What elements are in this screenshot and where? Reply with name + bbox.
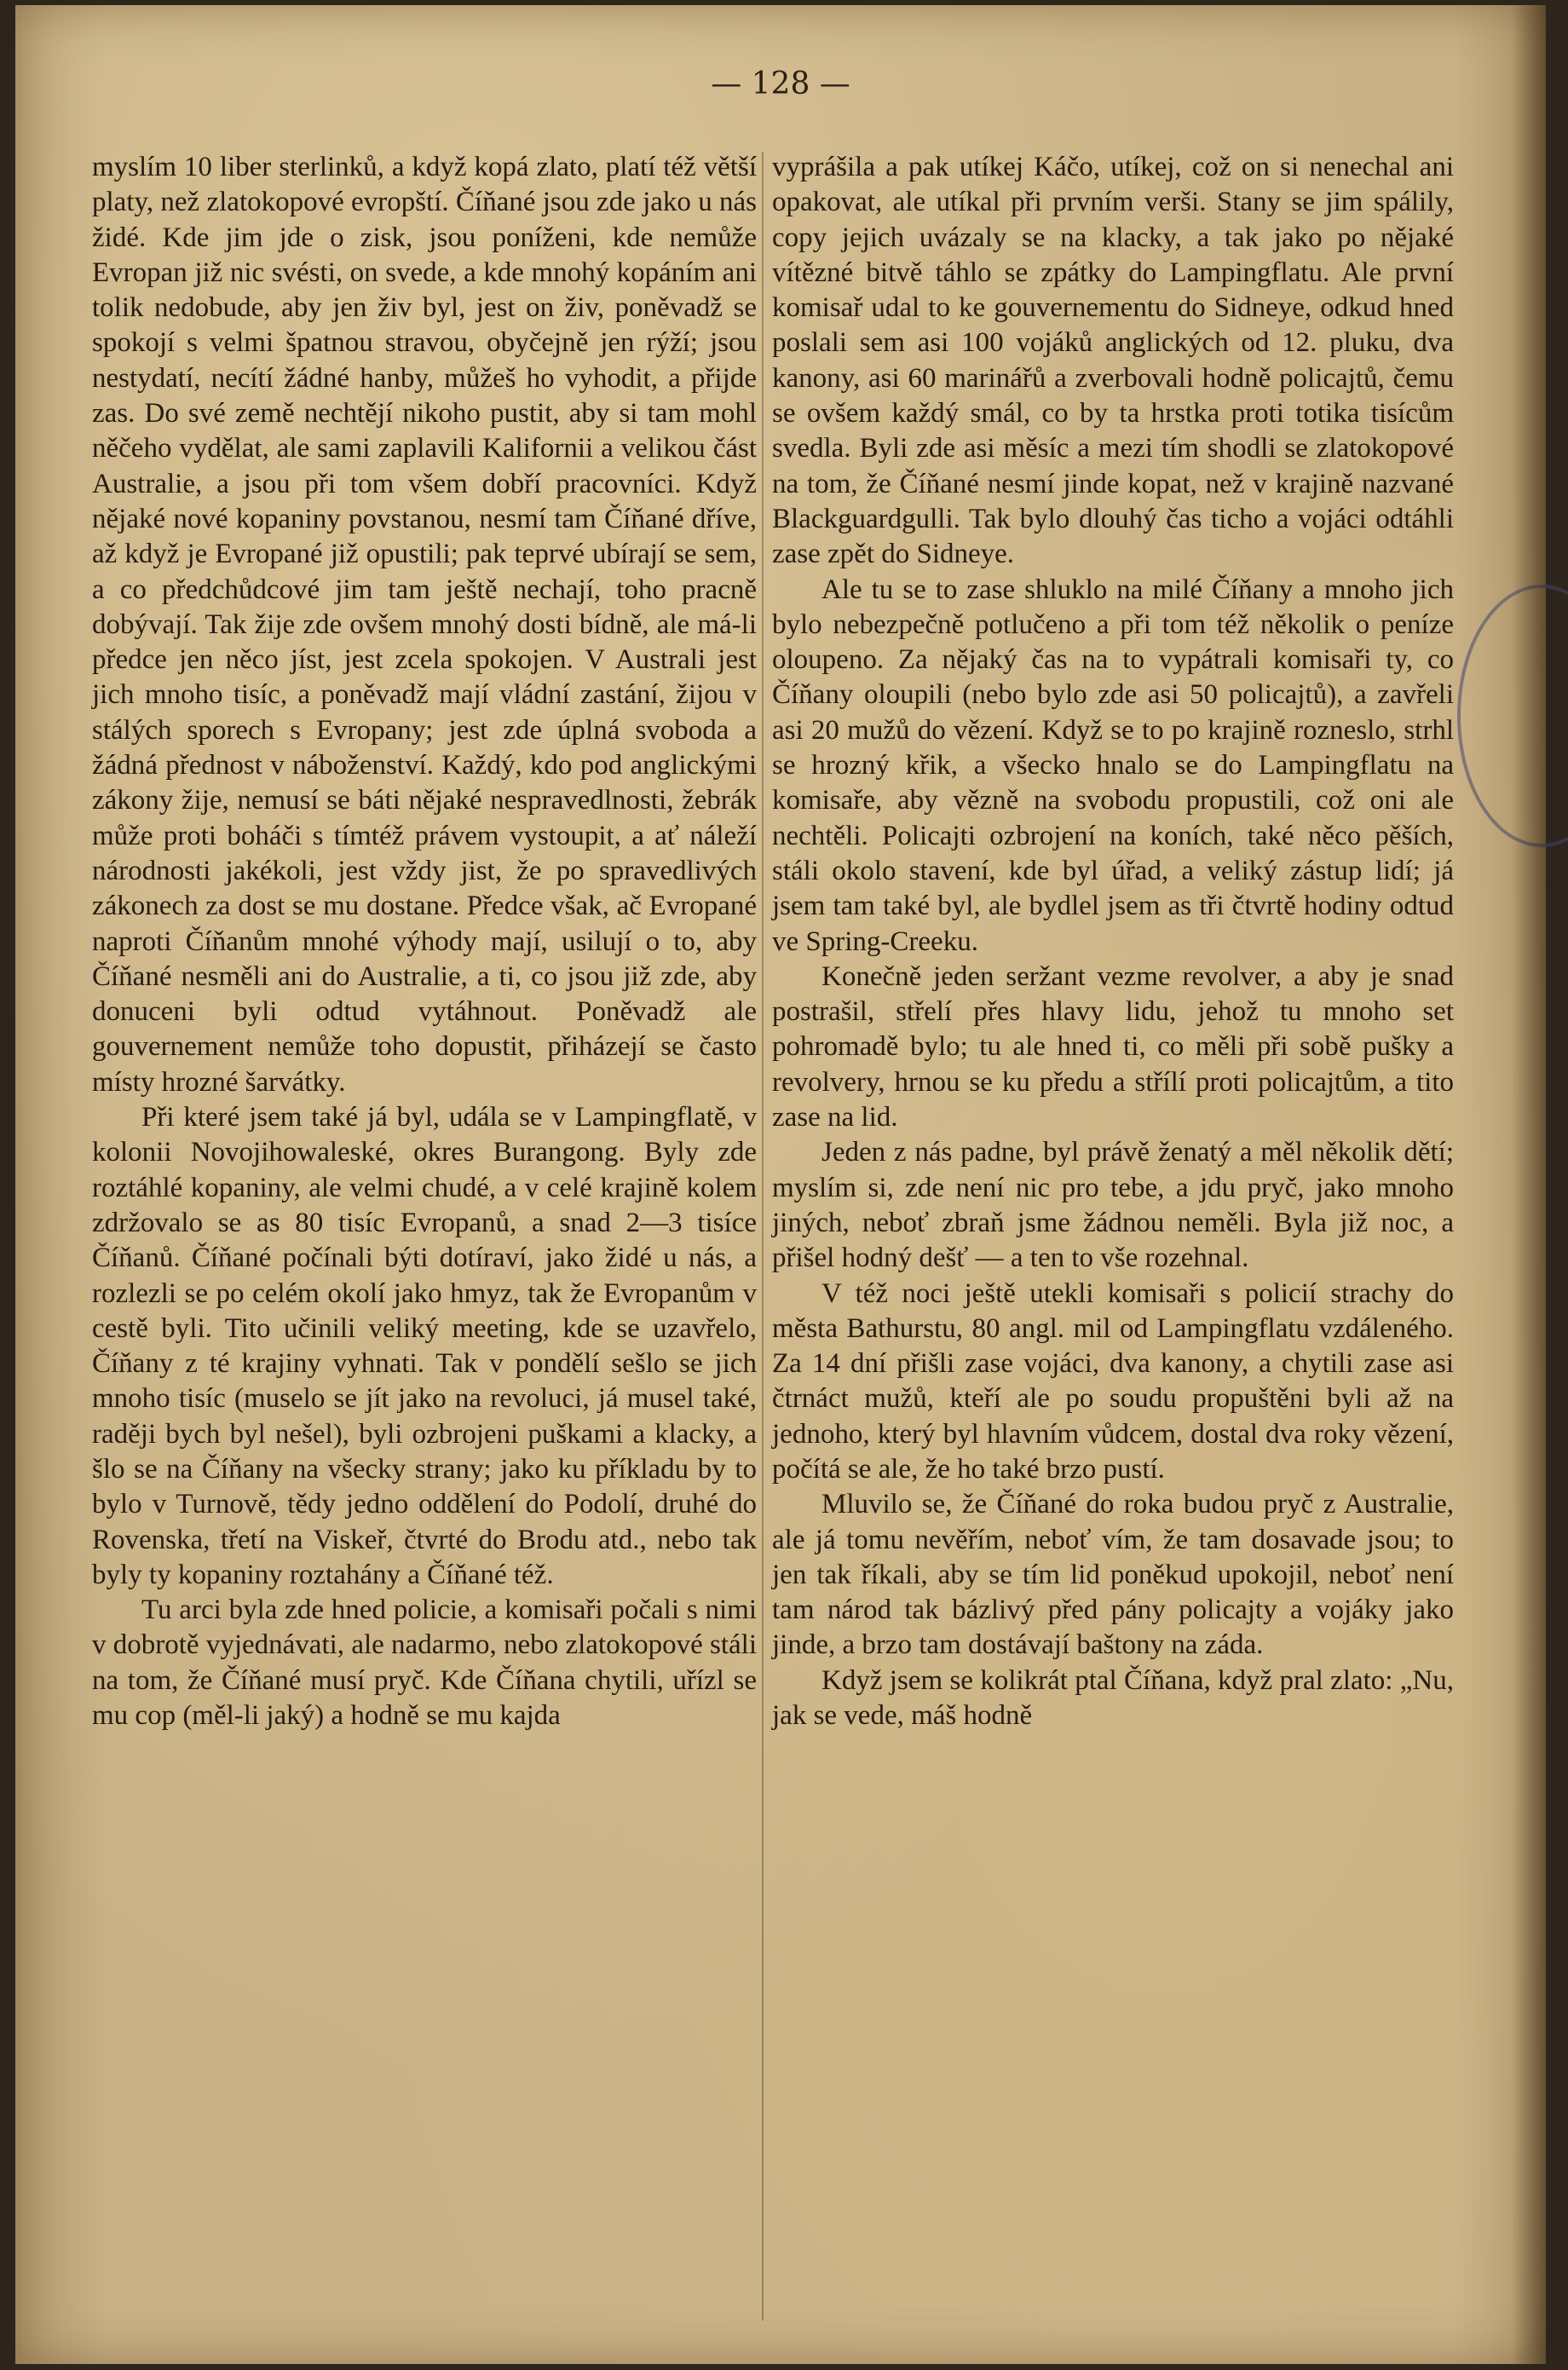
book-page <box>15 5 1546 2364</box>
paragraph: Mluvilo se, že Číňané do roka budou pryč z Australie, ale já tomu nevěřím, neboť vím, že tam dosavade jsou; to jen tak říkali, aby se tím lid poněkud upokojil, neboť není tam národ tak bázlivý před pány policajty a vojáky jako jinde, a brzo tam dostávají baštony na záda. <box>772 1489 1454 1661</box>
left-text-column <box>92 150 757 1733</box>
paragraph: Při které jsem také já byl, udála se v Lampingflatě, v kolonii Novojihowaleské, okres Burangong. Byly zde roztáhlé kopaniny, ale velmi chudé, a v celé krajině kolem zdržovalo se as 80 tisíc Evropanů, a snad 2—3 tisíce Číňanů. Číňané počínali býti dotíraví, jako židé u nás, a rozlezli se po celém okolí jako hmyz, tak že Evropanům v cestě byli. Tito učinili veliký meeting, kde se uzavřelo, Číňany z té krajiny vyhnati. Tak v pondělí sešlo se jich mnoho tisíc (muselo se jít jako na revoluci, já musel také, raději bych byl nešel), byli ozbrojeni puškami a klacky, a šlo se na Číňany na všecky strany; jako ku příkladu by to bylo v Turnově, tědy jedno oddělení do Podolí, druhé do Rovenska, třetí na Viskeř, čtvrté do Brodu atd., nebo tak byly ty kopaniny roztahány a Číňané též. <box>92 1102 757 1590</box>
page-edge-shadow <box>1512 5 1546 2364</box>
paragraph: Jeden z nás padne, byl právě ženatý a měl několik dětí; myslím si, zde není nic pro tebe, a jdu pryč, jako mnoho jiných, neboť zbraň jsme žádnou neměli. Byla již noc, a přišel hodný dešť — a ten to vše rozehnal. <box>772 1137 1454 1274</box>
paragraph: myslím 10 liber sterlinků, a když kopá zlato, platí též větší platy, než zlatokopové evropští. Číňané jsou zde jako u nás židé. Kde jim jde o zisk, jsou poníženi, kde nemůže Evropan již nic svésti, on svede, a kde mnohý kopáním ani tolik nedobude, aby jen živ byl, jest on živ, poněvadž se spokojí s velmi špatnou stravou, obyčejně jen rýží; jsou nestydatí, necítí žádné hanby, můžeš ho vyhodit, a přijde zas. Do své země nechtějí nikoho pustit, aby si tam mohl něčeho vydělat, ale sami zaplavili Kalifornii a velikou část Australie, a jsou při tom všem dobří pracovníci. Když nějaké nové kopaniny povstanou, nesmí tam Číňané dříve, až když je Evropané již opustili; pak teprvé ubírají se sem, a co předchůdcové jim tam ještě nechají, toho pracně dobývají. Tak žije zde ovšem mnohý dosti bídně, ale má-li předce jen něco jíst, jest zcela spokojen. V Australi jest jich mnoho tisíc, a poněvadž mají vládní zastání, žijou v stálých sporech s Evropany; jest zde úplná svoboda a žádná přednost v náboženství. Každý, kdo pod anglickými zákony žije, nemusí se báti nějaké nespravedlnosti, žebrák může proti boháči s tímtéž právem vystoupit, a ať náleží národnosti jakékoli, jest vždy jist, že po spravedlivých zákonech za dost se mu dostane. Předce však, ač Evropané naproti Číňanům mnohé výhody mají, usilují o to, aby Číňané nesměli ani do Australie, a ti, co jsou již zde, aby donuceni byli odtud vytáhnout. Poněvadž ale gouvernement nemůže toho dopustit, přiházejí se často místy hrozné šarvátky. <box>92 152 757 1098</box>
paragraph: Konečně jeden seržant vezme revolver, a aby je snad postrašil, střelí přes hlavy lidu, jehož tu mnoho set pohromadě bylo; tu ale hned ti, co měli při sobě pušky a revolvery, hrnou se ku předu a střílí proti policajtům, a tito zase na lid. <box>772 960 1454 1133</box>
paragraph: vyprášila a pak utíkej Káčo, utíkej, což on si nenechal ani opakovat, ale utíkal při prvním verši. Stany se jim spálily, copy jejich uvázaly se na klacky, a tak jako po nějaké vítězné bitvě táhlo se zpátky do Lampingflatu. Ale první komisař udal to ke gouvernementu do Sidneye, odkud hned poslali sem asi 100 vojáků anglických od 12. pluku, dva kanony, asi 60 marinářů a zverbovali hodně policajtů, čemu se ovšem každý smál, co by ta hrstka proti totika tisícům svedla. Byli zde asi měsíc a mezi tím shodli se zlatokopové na tom, že Číňané nesmí jinde kopat, než v krajině nazvané Blackguardgulli. Tak bylo dlouhý čas ticho a vojáci odtáhli zase zpět do Sidneye. <box>772 152 1454 570</box>
paragraph: Tu arci byla zde hned policie, a komisaři počali s nimi v dobrotě vyjednávati, ale nadarmo, nebo zlatokopové stáli na tom, že Číňané musí pryč. Kde Číňana chytili, uřízl se mu cop (měl-li jaký) a hodně se mu kajda <box>92 1594 757 1732</box>
right-text-column <box>772 150 1454 1733</box>
column-divider <box>762 152 764 2321</box>
paragraph: V též noci ještě utekli komisaři s policií strachy do města Bathurstu, 80 angl. mil od Lampingflatu vzdáleného. Za 14 dní přišli zase vojáci, dva kanony, a chytili zase asi čtrnáct mužů, kteří ale po soudu propuštěni byli až na jednoho, který byl hlavním vůdcem, dostal dva roky vězení, počítá se ale, že ho také brzo pustí. <box>772 1277 1454 1485</box>
page-number: — 128 — <box>711 66 850 101</box>
paragraph: Když jsem se kolikrát ptal Číňana, když pral zlato: „Nu, jak se vede, máš hodně <box>772 1664 1454 1732</box>
paragraph: Ale tu se to zase shluklo na milé Číňany a mnoho jich bylo nebezpečně potlučeno a při tom též několik o peníze oloupeno. Za nějaký čas na to vypátrali komisaři ty, co Číňany oloupili (nebo bylo zde asi 50 policajtů), a zavřeli asi 20 mužů do vězení. Když se to po krajině rozneslo, strhl se hrozný křik, a všecko hnalo se do Lampingflatu na komisaře, aby vězně na svobodu propustili, což oni ale nechtěli. Policajti ozbrojení na koních, také něco pěších, stáli okolo stavení, kde byl úřad, a veliký zástup lidí; já jsem tam také byl, ale bydlel jsem as tři čtvrtě hodiny odtud ve Spring-Creeku. <box>772 574 1454 957</box>
